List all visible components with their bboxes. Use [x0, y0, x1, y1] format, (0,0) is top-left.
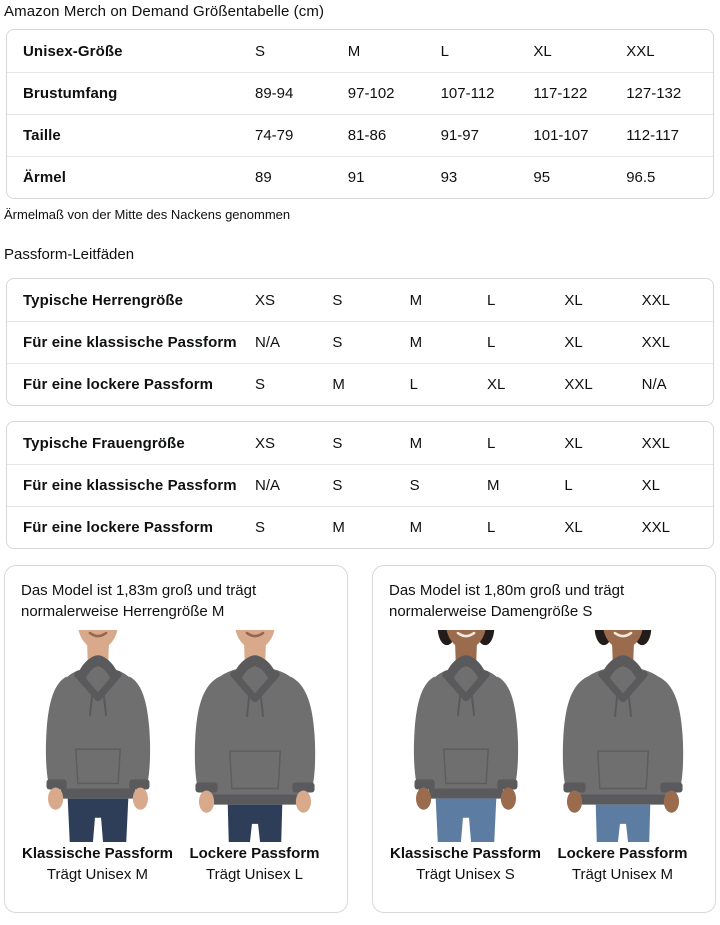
size-cell: N/A: [255, 477, 281, 494]
table-row: [7, 72, 713, 114]
size-cell: L: [564, 477, 573, 494]
figure-subcaption: Trägt Unisex M: [571, 866, 674, 883]
size-cell: 89-94: [255, 85, 294, 102]
size-cell: 89: [255, 169, 272, 186]
page-title: Amazon Merch on Demand Größentabelle (cm): [4, 3, 325, 20]
fit-table-women: [6, 421, 714, 549]
female-loose-fit-photo: [547, 630, 699, 842]
row-label: Für eine lockere Passform: [23, 376, 214, 393]
row-label: Für eine klassische Passform: [23, 334, 237, 351]
table-row: [7, 321, 713, 363]
table-row: [7, 363, 713, 405]
row-label: Für eine lockere Passform: [23, 519, 214, 536]
table-row: [7, 422, 713, 464]
model-card-women: [372, 565, 716, 913]
size-cell: XXL: [641, 291, 671, 309]
size-cell: M: [409, 291, 423, 309]
size-cell: S: [332, 434, 343, 452]
table-row: [7, 156, 713, 198]
size-cell: 91: [347, 169, 365, 186]
figure-caption: Lockere Passform: [557, 845, 688, 862]
table-row: [7, 464, 713, 506]
figure-caption: Lockere Passform: [189, 845, 320, 862]
figure-row: [387, 630, 701, 883]
table-row: [7, 279, 713, 321]
row-label: Für eine klassische Passform: [23, 477, 237, 494]
female-classic-fit-photo: [390, 630, 542, 842]
size-cell: 107-112: [440, 85, 495, 102]
figure-subcaption: Trägt Unisex M: [46, 866, 149, 883]
column-header: M: [347, 42, 361, 60]
model-description: Das Model ist 1,80m groß und trägt normalerweise Damengröße S: [389, 582, 625, 620]
size-cell: 101-107: [533, 127, 589, 144]
size-cell: 95: [533, 169, 551, 186]
table-row: [7, 114, 713, 156]
size-cell: XL: [487, 376, 506, 393]
size-cell: XL: [564, 519, 583, 536]
size-cell: XXL: [641, 334, 671, 351]
size-cell: M: [409, 519, 423, 536]
row-label: Ärmel: [23, 169, 67, 186]
size-cell: S: [332, 291, 343, 309]
male-classic-fit-photo: [22, 630, 174, 842]
model-cards-row: [4, 565, 716, 913]
size-cell: XL: [564, 334, 583, 351]
figure-caption: Klassische Passform: [22, 845, 173, 862]
size-cell: S: [409, 477, 420, 494]
size-cell: L: [487, 434, 496, 452]
size-cell: M: [487, 477, 500, 494]
size-cell: XS: [255, 291, 276, 309]
male-loose-fit-photo: [179, 630, 331, 842]
size-cell: S: [332, 477, 343, 494]
size-cell: M: [409, 334, 423, 351]
fit-guides-title: Passform-Leitfäden: [4, 246, 135, 263]
size-cell: 127-132: [626, 85, 682, 102]
size-cell: XXL: [641, 519, 671, 536]
size-cell: 117-122: [533, 85, 588, 102]
column-header: XXL: [626, 42, 655, 60]
row-label: Typische Frauengröße: [23, 434, 185, 452]
model-figure: [176, 630, 333, 883]
column-header: S: [255, 42, 266, 60]
size-cell: 112-117: [626, 127, 680, 144]
size-cell: S: [255, 519, 266, 536]
size-cell: XL: [641, 477, 661, 494]
size-cell: S: [332, 334, 343, 351]
size-cell: XXL: [564, 376, 593, 393]
size-cell: 74-79: [255, 127, 294, 144]
fit-table-men: [6, 278, 714, 406]
size-cell: 97-102: [347, 85, 395, 102]
model-figure: [544, 630, 701, 883]
size-cell: L: [487, 291, 496, 309]
figure-subcaption: Trägt Unisex L: [206, 866, 303, 883]
size-cell: N/A: [641, 376, 667, 393]
column-header: XL: [533, 42, 552, 60]
size-cell: L: [487, 334, 496, 351]
size-cell: 93: [440, 169, 458, 186]
row-label: Typische Herrengröße: [23, 291, 184, 309]
size-cell: XL: [564, 434, 583, 452]
model-figure: [387, 630, 544, 883]
table-header-row: [7, 30, 713, 72]
size-cell: M: [409, 434, 423, 452]
size-cell: 81-86: [347, 127, 387, 144]
sleeve-measure-footnote: Ärmelmaß von der Mitte des Nackens genommen: [4, 207, 291, 222]
size-cell: S: [255, 376, 266, 393]
model-figure: [19, 630, 176, 883]
row-label: Brustumfang: [23, 85, 118, 102]
row-label: Taille: [23, 127, 61, 144]
row-label: Unisex-Größe: [23, 42, 123, 60]
column-header: L: [440, 42, 449, 60]
table-row: [7, 506, 713, 548]
size-cell: 91-97: [440, 127, 479, 144]
size-cell: 96.5: [626, 169, 656, 186]
model-card-men: [4, 565, 348, 913]
figure-subcaption: Trägt Unisex S: [416, 866, 515, 883]
size-cell: L: [409, 376, 418, 393]
model-description: Das Model ist 1,83m groß und trägt normalerweise Herrengröße M: [21, 582, 257, 620]
size-cell: XXL: [641, 434, 671, 452]
size-cell: L: [487, 519, 496, 536]
size-cell: N/A: [255, 334, 281, 351]
size-table: [6, 29, 714, 199]
size-cell: XS: [255, 434, 276, 452]
figure-caption: Klassische Passform: [390, 845, 541, 862]
figure-row: [19, 630, 333, 883]
size-cell: XL: [564, 291, 583, 309]
size-cell: M: [332, 376, 345, 393]
size-cell: M: [332, 519, 345, 536]
